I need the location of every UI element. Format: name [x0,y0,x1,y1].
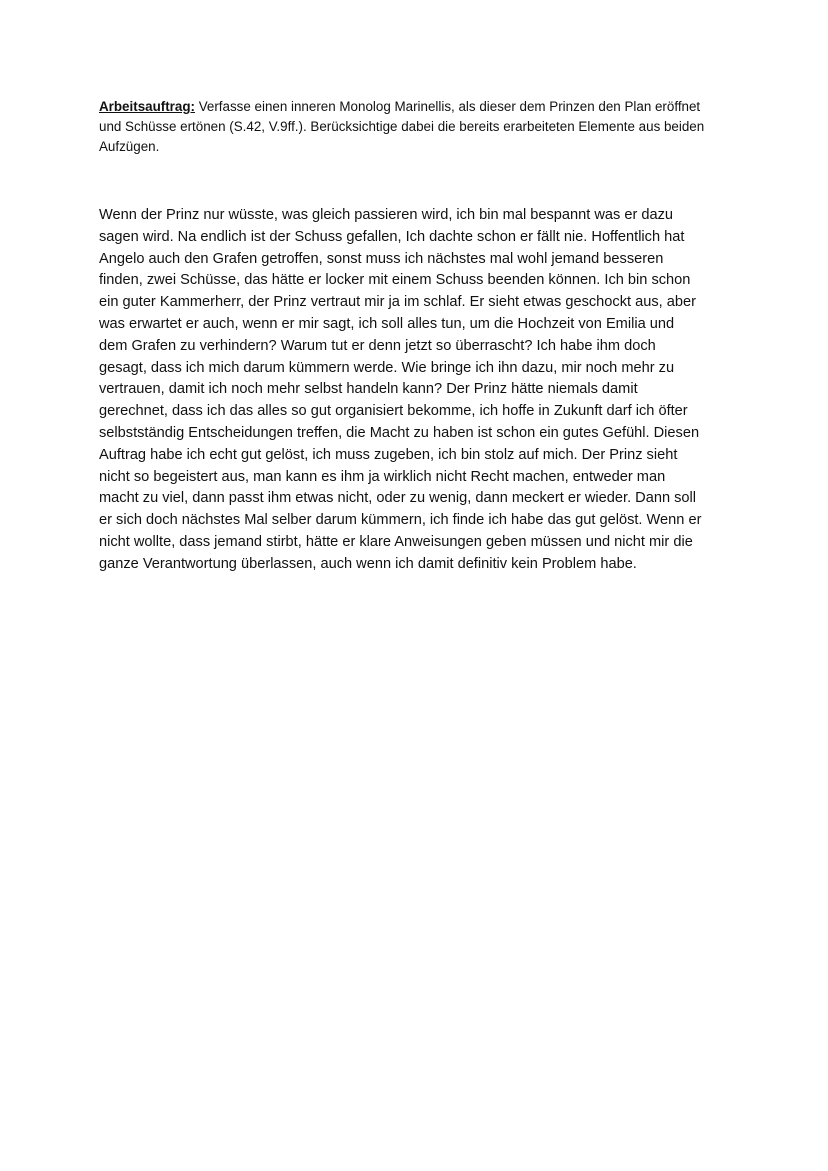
monologue-line: dem Grafen zu verhindern? Warum tut er denn jetzt so überrascht? Ich habe ihm doch [99,337,656,354]
monologue-line: ein guter Kammerherr, der Prinz vertraut mir ja im schlaf. Er sieht etwas geschockt aus, aber [99,294,696,311]
monologue-line: nicht wollte, dass jemand stirbt, hätte er klare Anweisungen geben müssen und nicht mir die [99,533,693,550]
monologue-line: selbstständig Entscheidungen treffen, die Macht zu haben ist schon ein gutes Gefühl. Diesen [99,424,700,441]
monologue-line: ganze Verantwortung überlassen, auch wenn ich damit definitiv kein Problem habe. [99,555,637,572]
monologue-line: nicht so begeistert aus, man kann es ihm ja wirklich nicht Recht machen, entweder man [99,468,666,485]
assignment-line [99,97,739,117]
assignment-text: Verfasse einen inneren Monolog Marinellis, als dieser dem Prinzen den Plan eröffnet [194,99,701,114]
monologue-line: Wenn der Prinz nur wüsste, was gleich passieren wird, ich bin mal bespannt was er dazu [99,207,674,223]
monologue-line: Angelo auch den Grafen getroffen, sonst muss ich nächstes mal wohl jemand besseren [99,250,664,267]
monologue-line: er sich doch nächstes Mal selber darum kümmern, ich finde ich habe das gut gelöst. Wenn er [99,512,702,529]
assignment-label: Arbeitsauftrag: [99,99,195,114]
assignment-paragraph [99,97,739,157]
monologue-line: Auftrag habe ich echt gut gelöst, ich muss zugeben, ich bin stolz auf mich. Der Prinz sieht [99,446,678,463]
monologue-line: finden, zwei Schüsse, das hätte er locker mit einem Schuss beenden können. Ich bin schon [99,272,691,289]
monologue-line: gerechnet, dass ich das alles so gut organisiert bekomme, ich hoffe in Zukunft darf ich öfter [99,403,688,420]
monologue-line: sagen wird. Na endlich ist der Schuss gefallen, Ich dachte schon er fällt nie. Hoffentlich hat [99,228,685,245]
monologue-line: gesagt, dass ich mich darum kümmern werde. Wie bringe ich ihn dazu, mir noch mehr zu [99,359,675,376]
monologue-line: was erwartet er auch, wenn er mir sagt, ich soll alles tun, um die Hochzeit von Emilia und [99,315,675,332]
assignment-line: und Schüsse ertönen (S.42, V.9ff.). Berücksichtige dabei die bereits erarbeiteten Elemente aus beiden [99,119,705,134]
monologue-paragraph [99,205,739,576]
assignment-line: Aufzügen. [99,139,160,154]
monologue-line: vertrauen, damit ich noch mehr selbst handeln kann? Der Prinz hätte niemals damit [99,381,638,398]
monologue-line: macht zu viel, dann passt ihm etwas nicht, oder zu wenig, dann meckert er wieder. Dann soll [99,490,697,507]
